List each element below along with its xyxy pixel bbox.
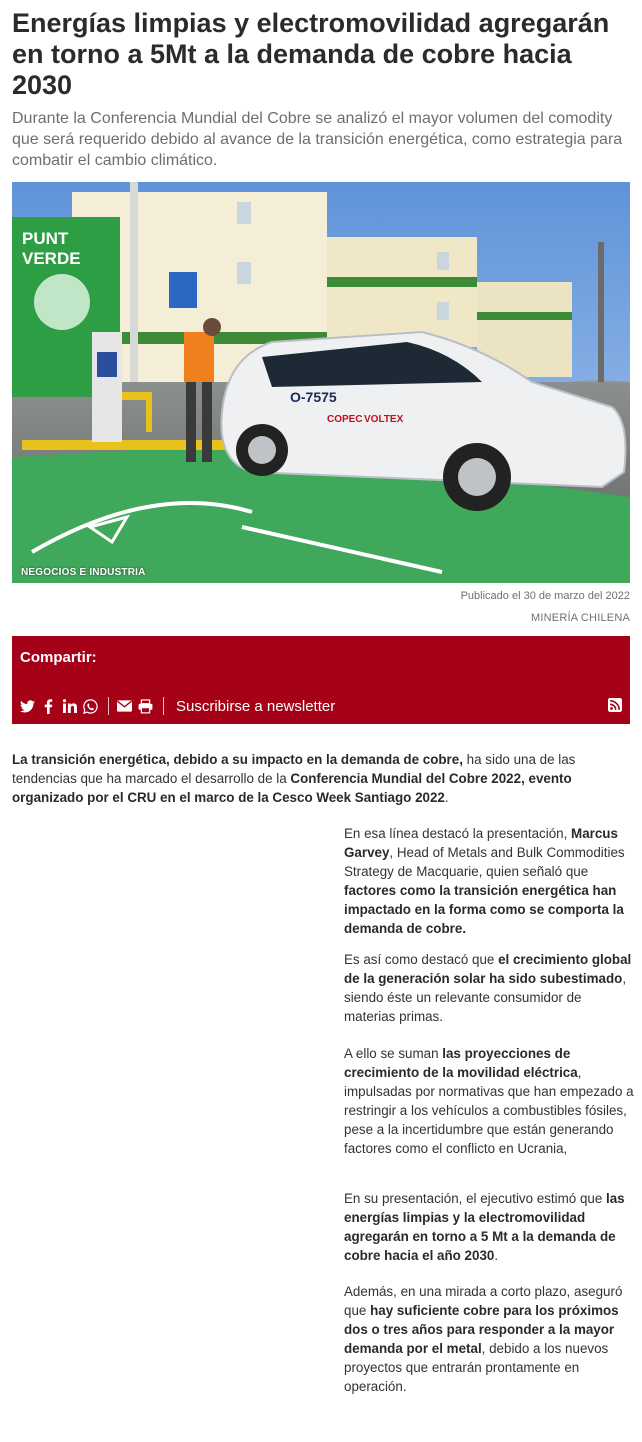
article-source[interactable]: MINERÍA CHILENA xyxy=(531,612,630,624)
share-label: Compartir: xyxy=(20,649,97,666)
p4-text-1: En su presentación, el ejecutivo estimó que xyxy=(344,1191,607,1206)
whatsapp-icon[interactable] xyxy=(83,699,98,714)
p1-bold-2: factores como la transición energética han impactado en la forma como se comporta la demanda de cobre. xyxy=(344,883,624,936)
p1-text-1: En esa línea destacó la presentación, xyxy=(344,826,572,841)
p1-text-2: , Head of Metals and Bulk Commodities Strategy de Macquarie, quien señaló que xyxy=(344,845,625,879)
twitter-icon[interactable] xyxy=(20,699,35,714)
share-actions xyxy=(20,696,335,716)
paragraph-1 xyxy=(344,824,634,938)
paragraph-3 xyxy=(344,1044,634,1158)
p5-bold-1: hay suficiente cobre para los próximos dos o tres años para responder a la mayor demanda por el metal xyxy=(344,1303,619,1356)
linkedin-icon[interactable] xyxy=(62,699,77,714)
publish-date: Publicado el 30 de marzo del 2022 xyxy=(460,590,630,602)
paragraph-4 xyxy=(344,1189,634,1265)
print-icon[interactable] xyxy=(138,699,153,714)
p2-text-2: , siendo éste un relevante consumidor de materias primas. xyxy=(344,971,627,1024)
p4-text-2: . xyxy=(494,1248,499,1263)
p1-bold-1: Marcus Garvey xyxy=(344,826,618,860)
lead-bold-1: La transición energética, debido a su impacto en la demanda de cobre, xyxy=(12,752,463,767)
share-divider-2 xyxy=(163,697,164,715)
lead-text-2: . xyxy=(444,790,449,805)
car-brand-text: COPEC xyxy=(327,414,363,425)
p5-text-1: Además, en una mirada a corto plazo, aseguró que xyxy=(344,1284,623,1318)
paragraph-2 xyxy=(344,950,634,1026)
article-subtitle: Durante la Conferencia Mundial del Cobre se analizó el mayor volumen del comodity que será requerido debido al avance de la transición energética, como estrategia para combatir el cambio climático. xyxy=(12,110,623,169)
p3-bold-1: las proyecciones de crecimiento de la movilidad eléctrica xyxy=(344,1046,578,1080)
email-icon[interactable] xyxy=(117,699,132,714)
paragraph-5 xyxy=(344,1282,634,1396)
photo-illustration xyxy=(12,182,630,583)
lead-text-1: ha sido una de las tendencias que ha marcado el desarrollo de la xyxy=(12,752,576,786)
rss-icon[interactable] xyxy=(608,698,622,712)
car-number-text: O-7575 xyxy=(290,389,337,405)
sign-verde-text: VERDE xyxy=(22,249,81,268)
share-divider xyxy=(108,697,109,715)
car-brand2-text: VOLTEX xyxy=(364,414,404,425)
newsletter-link[interactable]: Suscribirse a newsletter xyxy=(176,697,336,715)
p2-bold-1: el crecimiento global de la generación solar ha sido subestimado xyxy=(344,952,632,986)
facebook-icon[interactable] xyxy=(41,699,56,714)
article-title: Energías limpias y electromovilidad agregarán en torno a 5Mt a la demanda de cobre hacia 2030 xyxy=(12,8,610,100)
p3-text-2: , impulsadas por normativas que han empezado a restringir a los vehículos a combustibles fósiles, pese a la incertidumbre que están generando factores como el conflicto en Ucrania, xyxy=(344,1065,634,1156)
lead-paragraph xyxy=(12,750,624,807)
category-badge[interactable]: NEGOCIOS E INDUSTRIA xyxy=(21,567,146,578)
p4-bold-1: las energías limpias y la electromovilidad agregarán en torno a 5 Mt a la demanda de cobre hacia el año 2030 xyxy=(344,1191,625,1263)
p3-text-1: A ello se suman xyxy=(344,1046,443,1061)
lead-bold-2: Conferencia Mundial del Cobre 2022, evento organizado por el CRU en el marco de la Cesco Week Santiago 2022 xyxy=(12,771,572,805)
p2-text-1: Es así como destacó que xyxy=(344,952,499,967)
sign-punto-text: PUNT xyxy=(22,229,69,248)
p5-text-2: , debido a los nuevos proyectos que entrarán prontamente en operación. xyxy=(344,1341,609,1394)
article-photo[interactable] xyxy=(12,182,630,583)
share-bar xyxy=(12,636,630,724)
